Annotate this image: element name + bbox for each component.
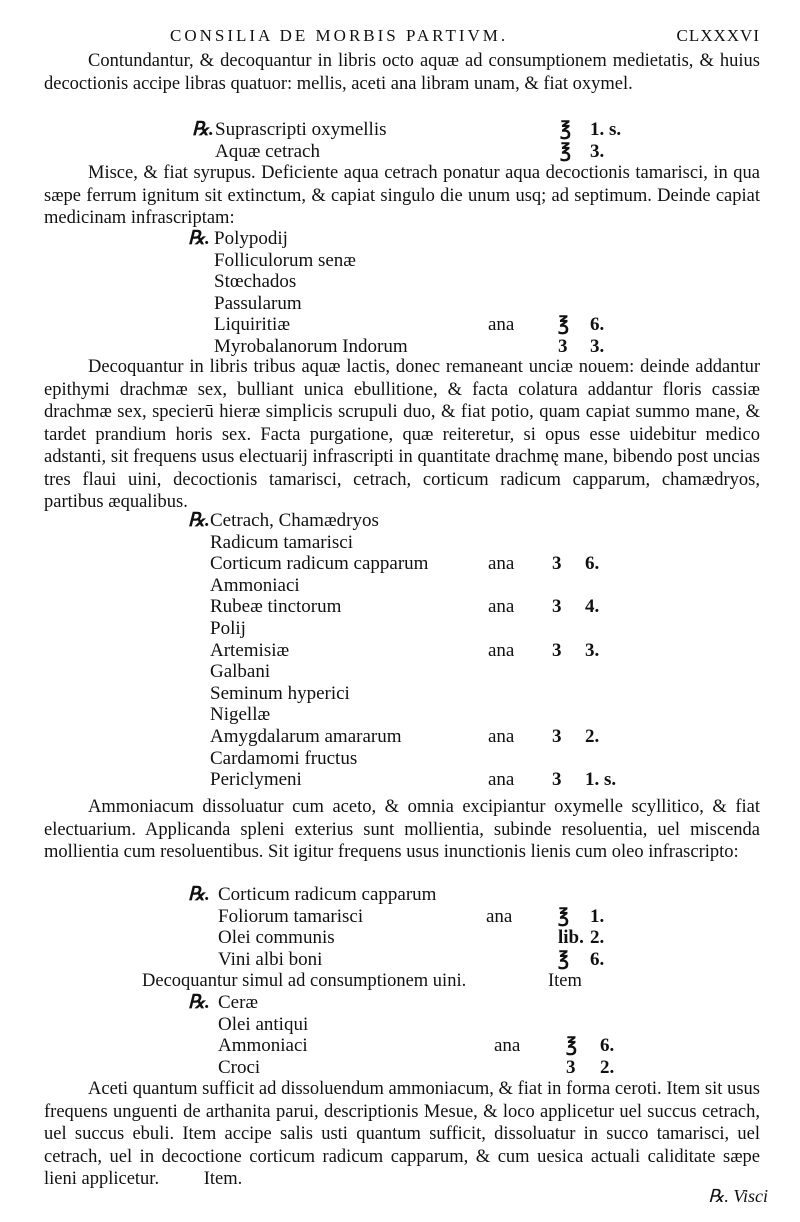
running-header (170, 26, 760, 52)
paragraph-5 (0, 970, 800, 992)
ingredient-name: Stœchados (214, 271, 297, 293)
header-title: CONSILIA DE MORBIS PARTIVM. (170, 26, 509, 45)
ingredient-name: Olei antiqui (218, 1013, 309, 1035)
recipe-row (0, 906, 800, 928)
recipe-symbol: ℞. (188, 884, 210, 905)
recipe-row (0, 141, 800, 163)
recipe-row (0, 992, 800, 1014)
ingredient-name: Seminum hyperici (210, 682, 350, 704)
quantity: 3. (585, 639, 600, 661)
ingredient-name: Polypodij (214, 228, 288, 249)
ingredient-name: Ceræ (218, 992, 259, 1013)
ingredient-name: Vini albi boni (218, 948, 323, 970)
unit-symbol: lib. (558, 927, 584, 949)
recipe-row (0, 726, 800, 748)
quantity: 4. (585, 596, 600, 618)
ingredient-name: Olei communis (218, 927, 335, 949)
ingredient-name: Ammoniaci (210, 574, 300, 596)
recipe-row (0, 228, 800, 250)
recipe-row (0, 769, 800, 791)
paragraph-2: Misce, & fiat syrupus. Deficiente aqua cetrach ponatur aqua decoctionis tamarisci, in qua sæpe ferrum ignitum sit extinctum, & capiat singulo die unum usq; ad septimum. Deinde capiat medicinam infrascriptam: (44, 163, 760, 228)
quantity: 6. (590, 948, 605, 970)
ingredient-name: Croci (218, 1056, 261, 1078)
quantity: 2. (590, 927, 605, 949)
ingredient-name: Galbani (210, 661, 271, 683)
ingredient-name: Nigellæ (210, 704, 271, 726)
ingredient-name: Ammoniaci (218, 1035, 308, 1057)
unit-symbol: ℥ (560, 119, 571, 140)
ingredient-name: Corticum radicum capparum (210, 553, 429, 575)
recipe-row (0, 927, 800, 949)
ana-marker: ana (488, 314, 515, 336)
recipe-row (0, 748, 800, 770)
ingredient-name: Folliculorum senæ (214, 249, 356, 271)
quantity: 6. (590, 314, 605, 336)
unit-symbol: ℥ (558, 948, 569, 970)
recipe-row (0, 884, 800, 906)
recipe-row (0, 510, 800, 532)
recipe-row (0, 1057, 800, 1079)
recipe-2 (0, 228, 800, 358)
quantity: 1. s. (590, 119, 622, 140)
recipe-4 (0, 884, 800, 970)
catchword: ℞. Visci (708, 1186, 768, 1206)
ingredient-name: Periclymeni (210, 769, 302, 791)
recipe-row (0, 1014, 800, 1036)
recipe-row (0, 661, 800, 683)
unit-symbol: ℥ (566, 1035, 577, 1057)
recipe-row (0, 532, 800, 554)
ingredient-name: Suprascripti oxymellis (215, 119, 387, 140)
paragraph-4: Ammoniacum dissoluatur cum aceto, & omnia excipiantur oxymelle scyllitico, & fiat electuarium. Applicanda spleni exterius sunt mollientia, subinde resoluentia, uel miscenda mollientia cum resoluentibus. Sit igitur frequens usus inunctionis lienis cum oleo infrascripto: (44, 797, 760, 862)
ingredient-name: Rubeæ tinctorum (210, 596, 342, 618)
folio-number: CLXXXVI (676, 26, 760, 45)
ingredient-name: Artemisiæ (210, 639, 290, 661)
paragraph-6-text: Aceti quantum sufficit ad dissoluendum ammoniacum, & fiat in forma ceroti. Item sit usus frequens unguenti de arthanita parui, descriptionis Mesue, & loco applicetur uel succus cetrach, uel succus ebuli. Item accipe salis usti quantum sufficit, dissoluatur in succo tamarisci, uel cetrach, uel in decoctione corticum radicum capparum, & cum uesica actuali caliditate sæpe lieni applicetur. (44, 1079, 760, 1189)
ana-marker: ana (488, 553, 515, 575)
recipe-symbol: ℞. (192, 119, 214, 140)
recipe-row (0, 553, 800, 575)
ingredient-name: Polij (210, 617, 246, 639)
ana-marker: ana (488, 596, 515, 618)
ingredient-name: Cetrach, Chamædryos (210, 510, 379, 531)
ingredient-name: Liquiritiæ (214, 314, 290, 336)
paragraph-1: Contundantur, & decoquantur in libris octo aquæ ad consumptionem medietatis, & huius decoctionis accipe libras quatuor: mellis, aceti ana libram unam, & fiat oxymel. (44, 51, 760, 94)
unit-symbol: 3 (552, 725, 562, 747)
ana-marker: ana (494, 1035, 521, 1057)
unit-symbol: ℥ (560, 140, 571, 162)
paragraph-3: Decoquantur in libris tribus aquæ lactis, donec remaneant unciæ nouem: deinde addantur epithymi drachmæ sex, bulliant unica ebullitione, & facta colatura addantur floris cassiæ drachmæ sex, specierū hieræ simplicis scrupuli duo, & fiat potio, quam capiat summo mane, & tardet prandium horis sex. Facta purgatione, quæ reiteretur, si opus esse uidebitur medico adstanti, sit frequens usus electuarij infrascripti in quantitate drachmę mane, bibendo post uncias tres flaui uini, decoctionis tamarisci, cetrach, corticum radicum capparum, chamædryos, partibus æqualibus. (44, 357, 760, 512)
ingredient-name: Radicum tamarisci (210, 531, 353, 553)
recipe-row (0, 314, 800, 336)
unit-symbol: 3 (566, 1056, 576, 1078)
ingredient-name: Amygdalarum amararum (210, 725, 402, 747)
recipe-row (0, 271, 800, 293)
unit-symbol: 3 (558, 335, 568, 357)
ana-marker: ana (486, 905, 513, 927)
recipe-3 (0, 510, 800, 791)
recipe-row (0, 336, 800, 358)
paragraph-5-item: Item (548, 971, 582, 991)
unit-symbol: 3 (552, 769, 562, 791)
quantity: 2. (600, 1056, 615, 1078)
unit-symbol: 3 (552, 553, 562, 575)
recipe-row (0, 683, 800, 705)
paragraph-6 (44, 1078, 760, 1191)
paragraph-6-item: Item. (203, 1169, 243, 1189)
recipe-row (0, 704, 800, 726)
quantity: 2. (585, 725, 600, 747)
quantity: 1. (590, 905, 605, 927)
recipe-row (0, 293, 800, 315)
quantity: 3. (590, 140, 605, 162)
recipe-row (0, 250, 800, 272)
ingredient-name: Corticum radicum capparum (218, 884, 437, 905)
unit-symbol: ℥ (558, 905, 569, 927)
recipe-1 (0, 119, 800, 162)
recipe-row (0, 575, 800, 597)
quantity: 6. (600, 1035, 615, 1057)
unit-symbol: ℥ (558, 314, 569, 336)
ingredient-name: Foliorum tamarisci (218, 905, 364, 927)
quantity: 3. (590, 335, 605, 357)
ana-marker: ana (488, 639, 515, 661)
paragraph-5-text: Decoquantur simul ad consumptionem uini. (142, 971, 467, 991)
recipe-row (0, 640, 800, 662)
ana-marker: ana (488, 769, 515, 791)
recipe-row (0, 949, 800, 971)
ingredient-name: Myrobalanorum Indorum (214, 335, 408, 357)
recipe-row (0, 618, 800, 640)
recipe-row (0, 119, 800, 141)
recipe-symbol: ℞. (188, 992, 210, 1013)
recipe-5 (0, 992, 800, 1078)
recipe-symbol: ℞. (188, 228, 210, 249)
ingredient-name: Passularum (214, 292, 302, 314)
ingredient-name: Cardamomi fructus (210, 747, 358, 769)
recipe-row (0, 596, 800, 618)
quantity: 6. (585, 553, 600, 575)
unit-symbol: 3 (552, 639, 562, 661)
quantity: 1. s. (585, 769, 617, 791)
ingredient-name: Aquæ cetrach (215, 140, 320, 162)
unit-symbol: 3 (552, 596, 562, 618)
recipe-row (0, 1035, 800, 1057)
ana-marker: ana (488, 725, 515, 747)
recipe-symbol: ℞. (188, 510, 210, 531)
